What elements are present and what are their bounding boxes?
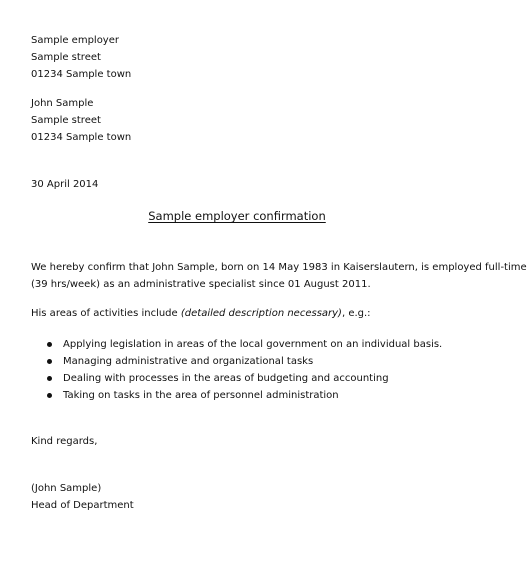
signature-role: Head of Department bbox=[31, 500, 134, 511]
bullet-icon bbox=[47, 342, 52, 347]
list-item-text: Dealing with processes in the areas of budgeting and accounting bbox=[63, 373, 389, 384]
list-item-text: Applying legislation in areas of the local government on an individual basis. bbox=[63, 339, 443, 350]
activities-list bbox=[47, 338, 442, 406]
letter-date: 30 April 2014 bbox=[31, 179, 99, 190]
confirmation-line-2: (39 hrs/week) as an administrative specialist since 01 August 2011. bbox=[31, 279, 371, 290]
list-item bbox=[47, 389, 442, 406]
activities-intro-prefix: His areas of activities include bbox=[31, 308, 181, 319]
activities-intro-italic: (detailed description necessary) bbox=[180, 308, 342, 319]
confirmation-line-1: We hereby confirm that John Sample, born on 14 May 1983 in Kaiserslautern, is employed full-time bbox=[31, 262, 527, 273]
list-item-text: Taking on tasks in the area of personnel administration bbox=[63, 390, 339, 401]
list-item bbox=[47, 338, 442, 355]
list-item-text: Managing administrative and organizational tasks bbox=[63, 356, 314, 367]
activities-intro bbox=[31, 307, 371, 320]
activities-intro-suffix: , e.g.: bbox=[341, 308, 371, 319]
sender-city: 01234 Sample town bbox=[31, 69, 132, 80]
recipient-street: Sample street bbox=[31, 115, 101, 126]
closing: Kind regards, bbox=[31, 436, 98, 447]
recipient-name: John Sample bbox=[31, 98, 94, 109]
list-item bbox=[47, 355, 442, 372]
sender-street: Sample street bbox=[31, 52, 101, 63]
letter-title bbox=[0, 209, 474, 223]
bullet-icon bbox=[47, 359, 52, 364]
bullet-icon bbox=[47, 376, 52, 381]
recipient-city: 01234 Sample town bbox=[31, 132, 132, 143]
sender-name: Sample employer bbox=[31, 35, 119, 46]
bullet-icon bbox=[47, 393, 52, 398]
list-item bbox=[47, 372, 442, 389]
signature-name: (John Sample) bbox=[31, 483, 102, 494]
letter-title-text: Sample employer confirmation bbox=[148, 209, 326, 223]
